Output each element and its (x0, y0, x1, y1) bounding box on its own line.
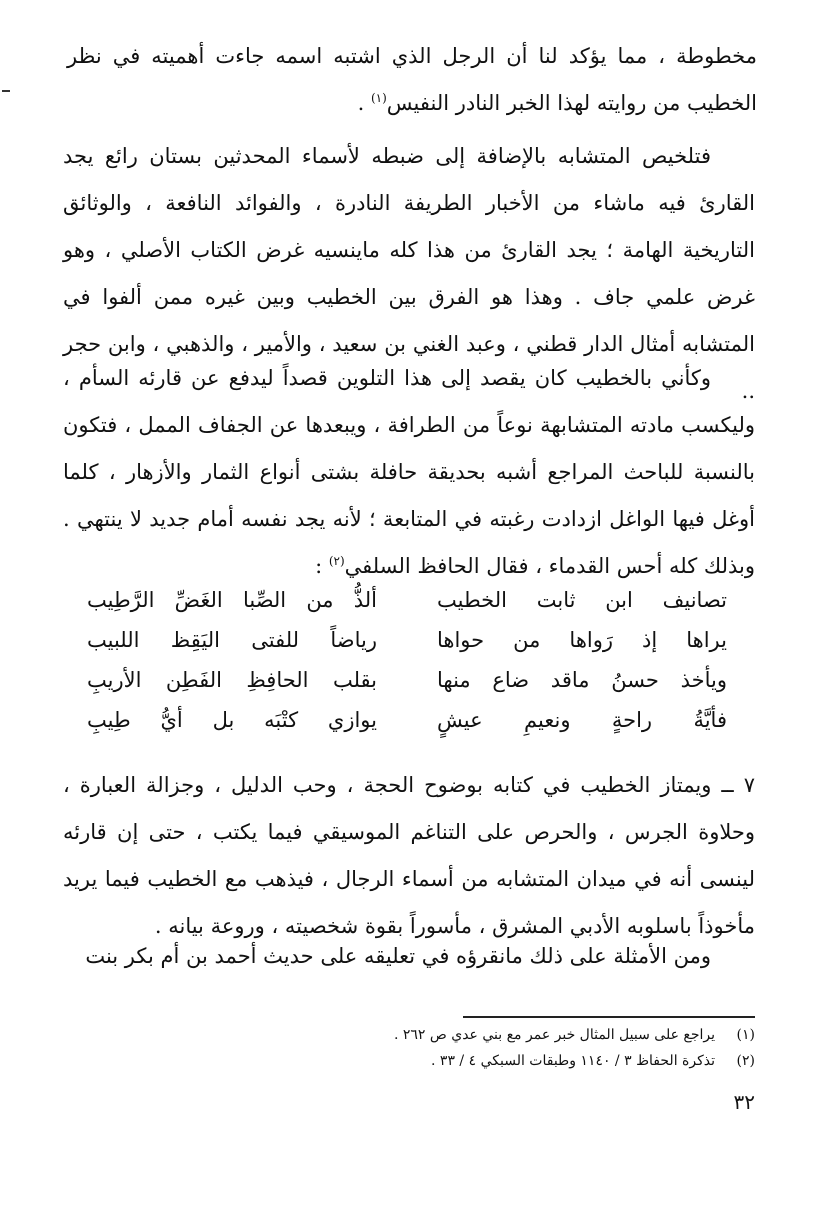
paragraph-1-text: مخطوطة ، مما يؤكد لنا أن الرجل الذي اشتبه اسمه جاءت أهميته في نظر الخطيب من روايته لهذا الخبر النادر النفيس (67, 44, 757, 115)
paragraph-1-end: . (357, 91, 371, 115)
verse-first-hemistich: فأيَّةُ راحةٍ ونعيمِ عيشٍ (437, 708, 727, 732)
paragraph-2: فتلخيص المتشابه بالإضافة إلى ضبطه لأسماء المحدثين بستان رائع يجد القارئ فيه ماشاء من الأخبار الطريفة النادرة ، والفوائد النافعة ، والوثائق التاريخية الهامة ؛ يجد القارئ من هذا كله ماينسيه غرض الكتاب الأصلي ، وهو غرض علمي جاف . وهذا هو الفرق بين الخطيب وبين غيره ممن ألفوا في المتشابه أمثال الدار قطني ، وعبد الغني بن سعيد ، والأمير ، والذهبي ، وابن حجر .. (63, 144, 755, 403)
footnote-separator (463, 1016, 755, 1018)
poem-verse (87, 620, 727, 660)
paragraph-3 (63, 355, 755, 590)
verse-first-hemistich: يراها إذ رَواها من حواها (437, 628, 727, 652)
verse-second-hemistich: بقلب الحافِظِ الفَطِن الأريبِ (87, 668, 377, 692)
poem-verse (87, 700, 727, 740)
page-number: ٣٢ (733, 1090, 755, 1114)
paragraph-4: ٧ ــ ويمتاز الخطيب في كتابه بوضوح الحجة ، وحب الدليل ، وجزالة العبارة ، وحلاوة الجرس ، والحرص على التناغم الموسيقي فيما يكتب ، حتى إن قارئه لينسى أنه في ميدان المتشابه من أسماء الرجال ، فيذهب مع الخطيب فيما يريد مأخوذاً باسلوبه الأدبي المشرق ، مأسوراً بقوة شخصيته ، وروعة بيانه . (63, 773, 755, 938)
paragraph-3-text: وكأني بالخطيب كان يقصد إلى هذا التلوين قصداً ليدفع عن قارئه السأم ، وليكسب مادته المتشابهة نوعاً من الطرافة ، ويبعدها عن الجفاف الممل ، فتكون بالنسبة للباحث المراجع أشبه بحديقة حافلة بشتى أنواع الثمار والأزهار ، كلما أوغل فيها الواغل ازدادت رغبته في المتابعة ؛ لأنه يجد نفسه أمام جديد لا ينتهي . وبذلك كله أحس القدماء ، فقال الحافظ السلفي (63, 366, 755, 578)
footnote-number: (١) (736, 1027, 755, 1043)
verse-second-hemistich: ألذُّ من الصِّبا الغَضِّ الرَّطِيب (87, 588, 377, 612)
margin-mark (2, 90, 10, 92)
verse-second-hemistich: يوازي كتْبَه بل أيُّ طِيبِ (87, 708, 377, 732)
footnotes (355, 1022, 755, 1074)
footnote-number: (٢) (736, 1053, 755, 1069)
footnote-marker-1[interactable]: (١) (370, 91, 387, 105)
poem (87, 580, 727, 740)
footnote-marker-2[interactable]: (٢) (328, 554, 345, 568)
poem-verse (87, 660, 727, 700)
footnote-item (355, 1022, 755, 1048)
footnote-item (355, 1048, 755, 1074)
verse-second-hemistich: رياضاً للفتى اليَقِظ اللبيب (87, 628, 377, 652)
footnote-text: يراجع على سبيل المثال خبر عمر مع بني عدي ص ٢٦٢ . (393, 1027, 715, 1043)
verse-first-hemistich: تصانيف ابن ثابت الخطيب (437, 588, 727, 612)
verse-first-hemistich: ويأخذ حسنُ ماقد ضاع منها (437, 668, 727, 692)
paragraph-3-end: : (315, 554, 329, 578)
paragraph-1 (67, 33, 757, 127)
footnote-text: تذكرة الحفاظ ٣ / ١١٤٠ وطبقات السبكي ٤ / ٣٣ . (431, 1053, 715, 1069)
paragraph-5: ومن الأمثلة على ذلك مانقرؤه في تعليقه على حديث أحمد بن أم بكر بنت (85, 944, 711, 968)
poem-verse (87, 580, 727, 620)
